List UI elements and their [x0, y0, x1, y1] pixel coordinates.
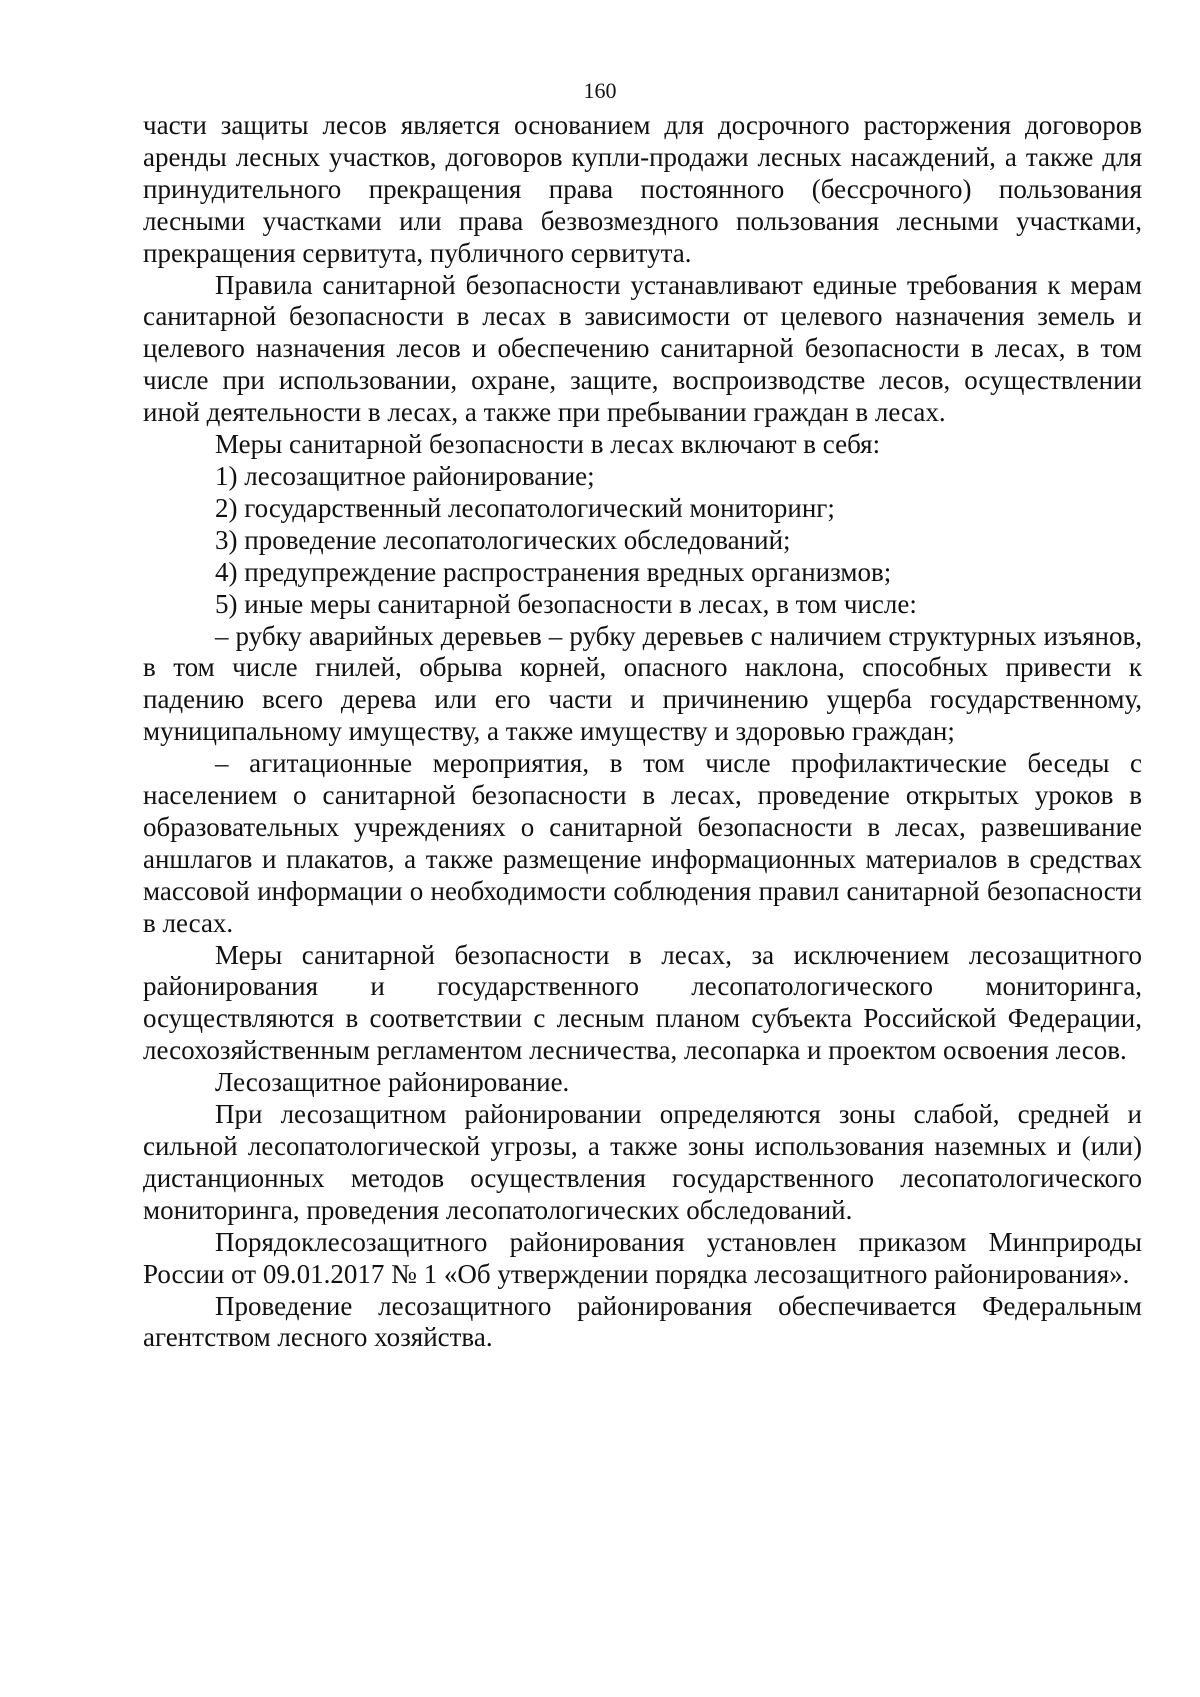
list-item-5: 5) иные меры санитарной безопасности в лесах, в том числе:: [215, 588, 917, 619]
paragraph-zoning-agency: Проведение лесозащитного районирования обеспечивается Федеральным агентством лесного хозяйства.: [143, 1290, 1142, 1353]
list-item-1: 1) лесозащитное районирование;: [215, 460, 595, 491]
list-item-4: 4) предупреждение распространения вредных организмов;: [215, 556, 892, 587]
paragraph-zoning-heading: Лесозащитное районирование.: [215, 1067, 570, 1098]
dash-item-felling: – рубку аварийных деревьев – рубку деревьев с наличием структурных изъянов, в том числе гнилей, обрыва корней, опасного наклона, способных привести к падению всего дерева или его части и причинению ущерба государственному, муниципальному имуществу, а также имуществу и здоровью граждан;: [143, 620, 1142, 747]
document-body: [143, 110, 1142, 1354]
paragraph-sanitary-rules: Правила санитарной безопасности устанавливают единые требования к мерам санитарной безопасности в лесах в зависимости от целевого назначения земель и целевого назначения лесов и обеспечению санитарной безопасности в лесах, в том числе при использовании, охране, защите, воспроизводстве лесов, осуществлении иной деятельности в лесах, а также при пребывании граждан в лесах.: [143, 269, 1142, 428]
list-item-3: 3) проведение лесопатологических обследований;: [215, 524, 791, 555]
paragraph-zoning-order: Порядоклесозащитного районирования установлен приказом Минприроды России от 09.01.2017 № 1 «Об утверждении порядка лесозащитного районирования».: [143, 1226, 1142, 1289]
dash-item-campaign: – агитационные мероприятия, в том числе профилактические беседы с населением о санитарной безопасности в лесах, проведение открытых уроков в образовательных учреждениях о санитарной безопасности в лесах, развешивание аншлагов и плакатов, а также размещение информационных материалов в средствах массовой информации о необходимости соблюдения правил санитарной безопасности в лесах.: [143, 748, 1142, 938]
list-item-2: 2) государственный лесопатологический мониторинг;: [215, 492, 835, 523]
paragraph-measures-intro: Меры санитарной безопасности в лесах включают в себя:: [215, 429, 881, 460]
page-number: 160: [583, 78, 617, 103]
paragraph-measures-implementation: Меры санитарной безопасности в лесах, за исключением лесозащитного районирования и государственного лесопатологического мониторинга, осуществляются в соответствии с лесным планом субъекта Российской Федерации, лесохозяйственным регламентом лесничества, лесопарка и проектом освоения лесов.: [143, 939, 1142, 1066]
paragraph-continuation: части защиты лесов является основанием для досрочного расторжения договоров аренды лесных участков, договоров купли-продажи лесных насаждений, а также для принудительного прекращения права постоянного (бессрочного) пользования лесными участками или права безвозмездного пользования лесными участками, прекращения сервитута, публичного сервитута.: [143, 110, 1142, 268]
paragraph-zoning-zones: При лесозащитном районировании определяются зоны слабой, средней и сильной лесопатологической угрозы, а также зоны использования наземных и (или) дистанционных методов осуществления государственного лесопатологического мониторинга, проведения лесопатологических обследований.: [143, 1099, 1142, 1225]
